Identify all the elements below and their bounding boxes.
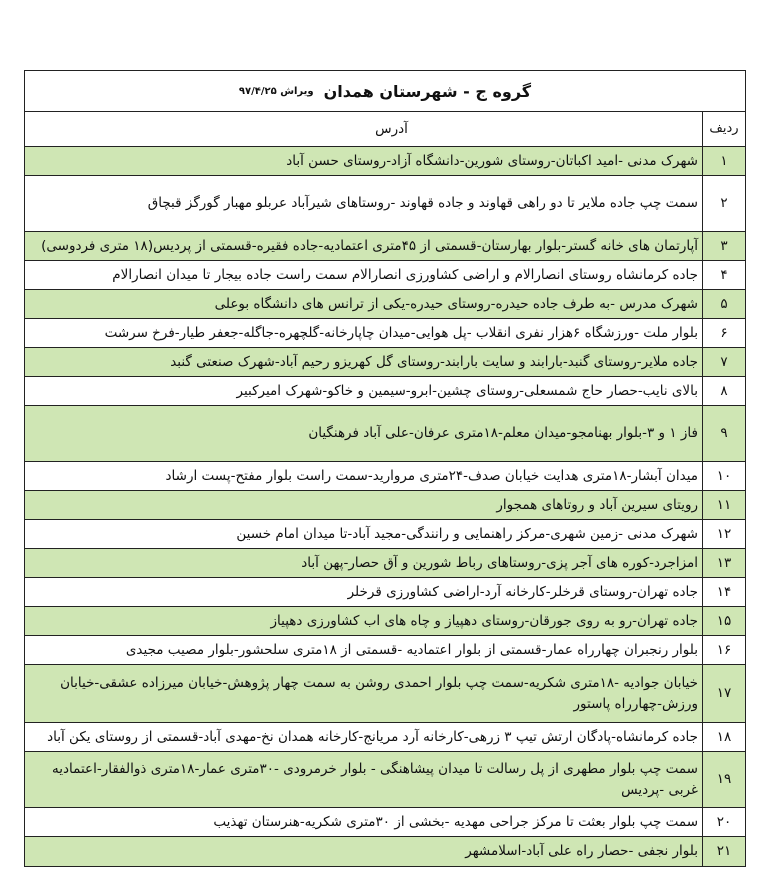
sheet-title: گروه ج - شهرستان همدان xyxy=(323,81,532,101)
table-row xyxy=(25,261,745,290)
address-table xyxy=(25,112,745,866)
row-address: آپارتمان های خانه گستر-بلوار بهارستان-قسمتی از ۴۵متری اعتمادیه-جاده فقیره-قسمتی از پردیس(۱۸ متری فردوسی) xyxy=(25,232,703,261)
row-number: ۱ xyxy=(703,147,746,176)
row-address: بلوار نجفی -حصار راه علی آباد-اسلامشهر xyxy=(25,837,703,866)
row-address: جاده کرمانشاه روستای انصارالام و اراضی کشاورزی انصارالام سمت راست جاده بیجار تا میدان انصارالام xyxy=(25,261,703,290)
row-address: سمت چپ بلوار بعثت تا مرکز جراحی مهدیه -بخشی از ۳۰متری شکریه-هنرستان تهذیب xyxy=(25,808,703,837)
row-number: ۲۰ xyxy=(703,808,746,837)
table-header-row xyxy=(25,112,745,147)
row-number: ۱۹ xyxy=(703,752,746,808)
table-row xyxy=(25,348,745,377)
row-number: ۶ xyxy=(703,319,746,348)
row-address: فاز ۱ و ۳-بلوار بهنامجو-میدان معلم-۱۸متری عرفان-علی آباد فرهنگیان xyxy=(25,406,703,462)
table-row xyxy=(25,290,745,319)
row-address: جاده تهران-رو به روی جورقان-روستای دهپیاز و چاه های اب کشاورزی دهپیاز xyxy=(25,607,703,636)
row-number: ۷ xyxy=(703,348,746,377)
table-row xyxy=(25,319,745,348)
row-number: ۱۲ xyxy=(703,520,746,549)
table-row xyxy=(25,665,745,723)
table-row xyxy=(25,232,745,261)
row-address: بلوار ملت -ورزشگاه ۶هزار نفری انقلاب -پل هوایی-میدان چاپارخانه-گلچهره-جاگله-جعفر طیار-فرخ سرشت xyxy=(25,319,703,348)
row-address: جاده تهران-روستای قرخلر-کارخانه آرد-اراضی کشاورزی قرخلر xyxy=(25,578,703,607)
header-address: آدرس xyxy=(25,112,703,147)
table-row xyxy=(25,636,745,665)
row-address: شهرک مدنی -زمین شهری-مرکز راهنمایی و رانندگی-مجید آباد-تا میدان امام خسین xyxy=(25,520,703,549)
row-address: سمت چپ بلوار مطهری از پل رسالت تا میدان پیشاهنگی - بلوار خرمرودی -۳۰متری عمار-۱۸متری ذوالفقار-اعتمادیه غربی -پردیس xyxy=(25,752,703,808)
row-number: ۱۳ xyxy=(703,549,746,578)
row-number: ۱۶ xyxy=(703,636,746,665)
table-row xyxy=(25,752,745,808)
row-address: شهرک مدنی -امید اکباتان-روستای شورین-دانشگاه آزاد-روستای حسن آباد xyxy=(25,147,703,176)
table-row xyxy=(25,837,745,866)
table-row xyxy=(25,406,745,462)
row-number: ۳ xyxy=(703,232,746,261)
row-number: ۱۱ xyxy=(703,491,746,520)
row-address: امزاجرد-کوره های آجر پزی-روستاهای رباط شورین و آق حصار-پهن آباد xyxy=(25,549,703,578)
row-address: خیابان جوادیه -۱۸متری شکریه-سمت چپ بلوار احمدی روشن به سمت چهار پژوهش-خیابان میرزاده عشقی-خیابان ورزش-چهارراه پاستور xyxy=(25,665,703,723)
table-row xyxy=(25,491,745,520)
row-number: ۴ xyxy=(703,261,746,290)
row-number: ۱۴ xyxy=(703,578,746,607)
row-address: رویتای سیرین آباد و روتاهای همجوار xyxy=(25,491,703,520)
version-label: ویراش ۹۷/۴/۲۵ xyxy=(238,85,314,97)
row-address: سمت چپ جاده ملایر تا دو راهی قهاوند و جاده قهاوند -روستاهای شیرآباد عربلو مهبار گورگز قبچاق xyxy=(25,176,703,232)
table-row xyxy=(25,808,745,837)
row-number: ۵ xyxy=(703,290,746,319)
row-number: ۹ xyxy=(703,406,746,462)
table-row xyxy=(25,377,745,406)
row-number: ۱۰ xyxy=(703,462,746,491)
row-address: جاده ملایر-روستای گنبد-بارابند و سایت بارابند-روستای گل کهریزو رحیم آباد-شهرک صنعتی گنبد xyxy=(25,348,703,377)
row-number: ۲۱ xyxy=(703,837,746,866)
row-address: بلوار رنجبران چهارراه عمار-قسمتی از بلوار اعتمادیه -قسمتی از ۱۸متری سلحشور-بلوار مصیب مجیدی xyxy=(25,636,703,665)
table-row xyxy=(25,462,745,491)
row-number: ۲ xyxy=(703,176,746,232)
row-number: ۸ xyxy=(703,377,746,406)
title-row xyxy=(25,71,745,112)
table-row xyxy=(25,723,745,752)
row-number: ۱۷ xyxy=(703,665,746,723)
row-address: جاده کرمانشاه-پادگان ارتش تیپ ۳ زرهی-کارخانه آرد مریانج-کارخانه همدان نخ-مهدی آباد-قسمتی از روستای یکن آباد xyxy=(25,723,703,752)
row-address: میدان آبشار-۱۸متری هدایت خیابان صدف-۲۴متری مروارید-سمت راست بلوار مفتح-پست ارشاد xyxy=(25,462,703,491)
table-row xyxy=(25,176,745,232)
table-row xyxy=(25,607,745,636)
row-address: بالای نایب-حصار حاج شمسعلی-روستای چشین-ابرو-سیمین و خاکو-شهرک امیرکبیر xyxy=(25,377,703,406)
address-sheet xyxy=(24,70,746,867)
row-number: ۱۵ xyxy=(703,607,746,636)
row-address: شهرک مدرس -به طرف جاده حیدره-روستای حیدره-یکی از ترانس های دانشگاه بوعلی xyxy=(25,290,703,319)
table-row xyxy=(25,578,745,607)
table-row xyxy=(25,147,745,176)
table-row xyxy=(25,549,745,578)
table-row xyxy=(25,520,745,549)
row-number: ۱۸ xyxy=(703,723,746,752)
header-row-number: ردیف xyxy=(703,112,746,147)
